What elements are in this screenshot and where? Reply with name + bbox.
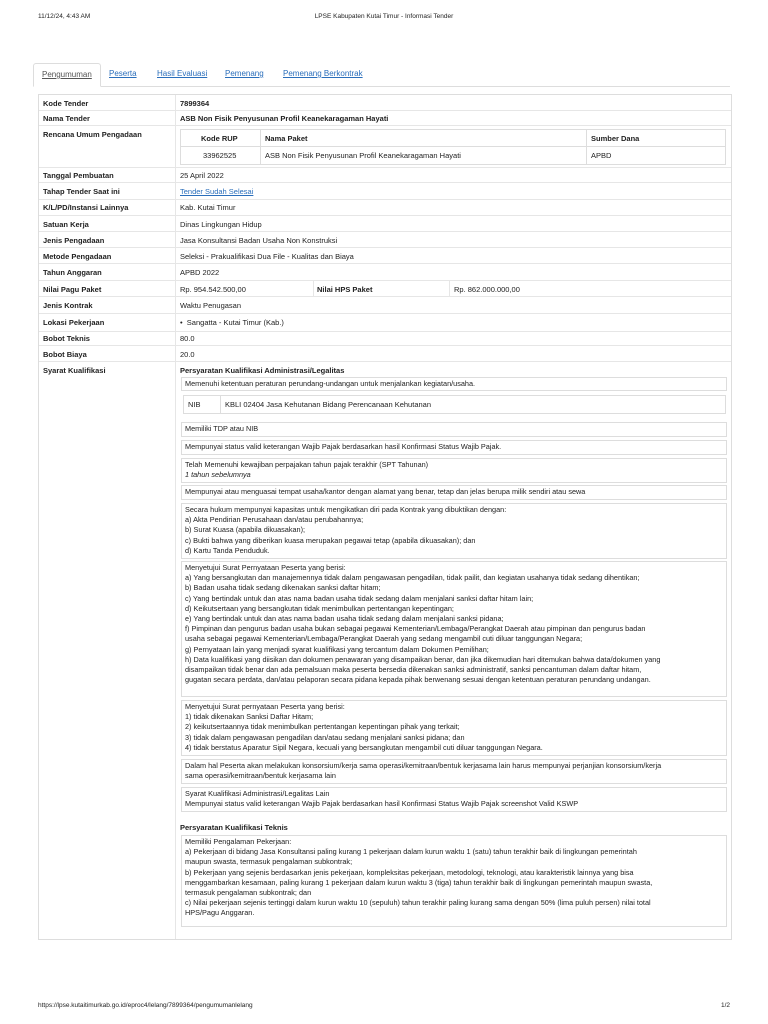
req-box — [181, 440, 727, 455]
req-line: c) Yang bertindak untuk dan atas nama badan usaha tidak sedang dalam menjalani sanksi daftar hitam lain; — [185, 593, 534, 603]
rup-nama-paket: ASB Non Fisik Penyusunan Profil Keanekaragaman Hayati — [265, 151, 461, 160]
value-kode-tender: 7899364 — [180, 99, 210, 108]
rup-kode: 33962525 — [203, 151, 237, 160]
req-line: sama operasi/kemitraan/bentuk kerjasama lain — [185, 771, 336, 781]
nib-table — [183, 395, 726, 414]
hps-divider — [313, 280, 314, 296]
link-tahap-tender[interactable]: Tender Sudah Selesai — [180, 187, 254, 196]
row-divider — [39, 296, 731, 297]
req-line: f) Pimpinan dan pengurus badan usaha bukan sebagai pegawai Kementerian/Lembaga/Perangkat Daerah atau pimpinan dan pengurus badan — [185, 624, 646, 634]
label-metode: Metode Pengadaan — [43, 252, 112, 261]
value-jenis-pengadaan: Jasa Konsultansi Badan Usaha Non Konstruksi — [180, 236, 338, 245]
rup-col-divider — [260, 130, 261, 164]
label-satker: Satuan Kerja — [43, 220, 89, 229]
print-header — [38, 13, 730, 23]
req-text: Mempunyai atau menguasai tempat usaha/kantor dengan alamat yang benar, tetap dan jelas berupa milik sendiri atau sewa — [185, 487, 586, 496]
lokasi-list-item — [180, 318, 284, 327]
bullet-icon: • — [180, 318, 187, 327]
label-rup: Rencana Umum Pengadaan — [43, 130, 142, 139]
req-line: Mempunyai status valid keterangan Wajib Pajak berdasarkan hasil Konfirmasi Status Wajib Pajak screenshot Valid KSWP — [185, 799, 579, 809]
value-tanggal: 25 April 2022 — [180, 171, 224, 180]
req-line: a) Pekerjaan di bidang Jasa Konsultansi paling kurang 1 pekerjaan dalam kurun waktu 1 (satu) tahun terakhir baik di lingkungan pemerintah — [185, 847, 637, 857]
tab-pemenang-berkontrak[interactable]: Pemenang Berkontrak — [283, 69, 363, 78]
req-line: b) Surat Kuasa (apabila dikuasakan); — [185, 525, 306, 535]
req-line: Menyetujui Surat pernyataan Peserta yang berisi: — [185, 702, 345, 711]
value-satker: Dinas Lingkungan Hidup — [180, 220, 262, 229]
req-line: c) Bukti bahwa yang diberikan kuasa merupakan pegawai tetap (apabila dikuasakan); dan — [185, 535, 476, 545]
req-line: Menyetujui Surat Pernyataan Peserta yang berisi: — [185, 563, 346, 572]
row-divider — [39, 215, 731, 216]
req-line: Syarat Kualifikasi Administrasi/Legalitas Lain — [185, 789, 330, 798]
req-line: c) Nilai pekerjaan sejenis tertinggi dalam kurun waktu 10 (sepuluh) tahun terakhir paling kurang sama dengan 50% (lima puluh persen) nilai total — [185, 898, 651, 908]
req-box-lain — [181, 787, 727, 812]
column-divider — [175, 95, 176, 939]
value-kontrak: Waktu Penugasan — [180, 301, 242, 310]
req-line: g) Pernyataan lain yang menjadi syarat kualifikasi yang tercantum dalam Dokumen Pemilihan; — [185, 644, 489, 654]
label-tahun: Tahun Anggaran — [43, 268, 102, 277]
tab-pemenang[interactable]: Pemenang — [225, 69, 264, 78]
req-text: Memiliki TDP atau NIB — [185, 424, 259, 433]
req-box-surat-pernyataan — [181, 561, 727, 697]
tab-hasil-evaluasi[interactable]: Hasil Evaluasi — [157, 69, 208, 78]
label-kode-tender: Kode Tender — [43, 99, 89, 108]
req-line: Dalam hal Peserta akan melakukan konsorsium/kerja sama operasi/kemitraan/bentuk kerjasama lain harus mempunyai perjanjian konsorsium/kerja — [185, 761, 662, 770]
req-text: Memenuhi ketentuan peraturan perundang-undangan untuk menjalankan kegiatan/usaha. — [185, 379, 476, 388]
req-line: h) Data kualifikasi yang diisikan dan dokumen penawaran yang disampaikan benar, dan jika dikemudian hari ditemukan bahwa data/dokumen yang — [185, 654, 661, 664]
row-divider — [39, 199, 731, 200]
req-box-konsorsium — [181, 759, 727, 784]
label-klpd: K/L/PD/Instansi Lainnya — [43, 203, 129, 212]
label-lokasi: Lokasi Pekerjaan — [43, 318, 105, 327]
label-hps: Nilai HPS Paket — [317, 285, 373, 294]
value-tahun: APBD 2022 — [180, 268, 220, 277]
req-line: 1) tidak dikenakan Sanksi Daftar Hitam; — [185, 712, 314, 722]
nib-divider — [220, 396, 221, 413]
rup-table — [180, 129, 726, 165]
value-bobot-biaya: 20.0 — [180, 350, 195, 359]
row-divider — [39, 280, 731, 281]
req-line: b) Pekerjaan yang sejenis berdasarkan jenis pekerjaan, kompleksitas pekerjaan, metodologi, teknologi, atau karakteristik lainnya yang bisa — [185, 867, 634, 877]
row-divider — [39, 263, 731, 264]
label-pagu: Nilai Pagu Paket — [43, 285, 102, 294]
row-divider — [39, 361, 731, 362]
label-bobot-teknis: Bobot Teknis — [43, 334, 90, 343]
req-line: d) Kartu Tanda Penduduk. — [185, 545, 270, 555]
tab-pengumuman[interactable]: Pengumuman — [33, 63, 101, 87]
rup-row-divider — [181, 146, 725, 147]
row-divider — [39, 182, 731, 183]
req-note: 1 tahun sebelumnya — [185, 470, 251, 480]
label-tanggal: Tanggal Pembuatan — [43, 171, 114, 180]
req-box-kapasitas — [181, 503, 727, 559]
rup-header-kode: Kode RUP — [201, 134, 238, 143]
rup-header-sumber: Sumber Dana — [591, 134, 640, 143]
section-teknis-title: Persyaratan Kualifikasi Teknis — [180, 823, 288, 832]
print-datetime: 11/12/24, 4:43 AM — [38, 13, 91, 20]
req-box — [181, 422, 727, 437]
req-line: b) Badan usaha tidak sedang dikenakan sanksi daftar hitam; — [185, 583, 381, 593]
label-tahap: Tahap Tender Saat ini — [43, 187, 120, 196]
value-hps: Rp. 862.000.000,00 — [454, 285, 520, 294]
req-box — [181, 377, 727, 391]
tender-info-table — [38, 94, 732, 940]
req-box-surat-pernyataan-2 — [181, 700, 727, 756]
row-divider — [39, 110, 731, 111]
row-divider — [39, 345, 731, 346]
tab-bar — [33, 63, 730, 87]
req-line: 3) tidak dalam pengawasan pengadilan dan/atau sedang menjalani sanksi pidana; dan — [185, 732, 465, 742]
value-klpd: Kab. Kutai Timur — [180, 203, 236, 212]
rup-header-nama: Nama Paket — [265, 134, 308, 143]
req-text: Telah Memenuhi kewajiban perpajakan tahun pajak terakhir (SPT Tahunan) — [185, 460, 429, 469]
tab-peserta[interactable]: Peserta — [109, 69, 137, 78]
nib-label: NIB — [188, 400, 201, 409]
label-jenis-pengadaan: Jenis Pengadaan — [43, 236, 105, 245]
req-line: e) Yang bertindak untuk dan atas nama badan usaha tidak sedang dalam menjalani sanksi pidana; — [185, 614, 504, 624]
req-line: usaha sebagai pegawai Kementerian/Lembaga/Perangkat Daerah yang sedang mengambil cuti diluar tanggungan Negara; — [185, 634, 583, 644]
label-syarat: Syarat Kualifikasi — [43, 366, 106, 375]
hps-divider — [449, 280, 450, 296]
row-divider — [39, 167, 731, 168]
label-kontrak: Jenis Kontrak — [43, 301, 93, 310]
req-box-teknis — [181, 835, 727, 927]
req-line: termasuk pengalaman subkontrak; dan — [185, 888, 312, 898]
value-lokasi: Sangatta - Kutai Timur (Kab.) — [186, 318, 284, 327]
req-line: Secara hukum mempunyai kapasitas untuk mengikatkan diri pada Kontrak yang dibuktikan dengan: — [185, 505, 507, 514]
print-title: LPSE Kabupaten Kutai Timur - Informasi Tender — [314, 13, 454, 20]
section-admin-title: Persyaratan Kualifikasi Administrasi/Legalitas — [180, 366, 345, 375]
row-divider — [39, 247, 731, 248]
row-divider — [39, 331, 731, 332]
req-line: disampaikan tidak benar dan ada pemalsuan maka peserta bersedia dikenakan sanksi administratif, sanksi pencantuman dalam daftar hitam, — [185, 665, 642, 675]
value-metode: Seleksi - Prakualifikasi Dua File - Kualitas dan Biaya — [180, 252, 354, 261]
req-line: 4) tidak berstatus Aparatur Sipil Negara, kecuali yang bersangkutan mengambil cuti diluar tanggungan Negara. — [185, 742, 543, 752]
req-line: a) Akta Pendirian Perusahaan dan/atau perubahannya; — [185, 515, 364, 525]
print-url: https://lpse.kutaitimurkab.go.id/eproc4/lelang/7899364/pengumumanlelang — [38, 1002, 253, 1009]
req-line: HPS/Pagu Anggaran. — [185, 908, 255, 918]
rup-col-divider — [586, 130, 587, 164]
req-box — [181, 458, 727, 483]
row-divider — [39, 125, 731, 126]
req-line: Memiliki Pengalaman Pekerjaan: — [185, 837, 292, 846]
req-text: Mempunyai status valid keterangan Wajib Pajak berdasarkan hasil Konfirmasi Status Wajib Pajak. — [185, 442, 502, 451]
label-nama-tender: Nama Tender — [43, 114, 90, 123]
req-line: a) Yang bersangkutan dan manajemennya tidak dalam pengawasan pengadilan, tidak pailit, dan kegiatan usahanya tidak sedang dihentikan; — [185, 573, 640, 583]
req-line: d) Keikutsertaan yang bersangkutan tidak menimbulkan pertentangan kepentingan; — [185, 603, 454, 613]
print-page-number: 1/2 — [720, 1002, 730, 1009]
req-line: menggambarkan kesamaan, paling kurang 1 pekerjaan dalam kurun waktu 3 (tiga) tahun terakhir baik di lingkungan pemerintah maupun swasta, — [185, 877, 653, 887]
label-bobot-biaya: Bobot Biaya — [43, 350, 87, 359]
rup-sumber-dana: APBD — [591, 151, 612, 160]
req-line: 2) keikutsertaannya tidak menimbulkan pertentangan kepentingan pihak yang terkait; — [185, 722, 460, 732]
req-box — [181, 485, 727, 500]
value-bobot-teknis: 80.0 — [180, 334, 195, 343]
row-divider — [39, 313, 731, 314]
nib-value: KBLI 02404 Jasa Kehutanan Bidang Perencanaan Kehutanan — [225, 400, 432, 409]
req-line: maupun swasta, termasuk pengalaman subkontrak; — [185, 857, 353, 867]
row-divider — [39, 231, 731, 232]
value-pagu: Rp. 954.542.500,00 — [180, 285, 246, 294]
print-footer — [38, 1002, 730, 1012]
req-line: gugatan secara perdata, dan/atau pelaporan secara pidana kepada pihak berwenang sesuai dengan ketentuan peraturan perundang undangan. — [185, 675, 651, 685]
value-nama-tender: ASB Non Fisik Penyusunan Profil Keanekaragaman Hayati — [180, 114, 389, 123]
